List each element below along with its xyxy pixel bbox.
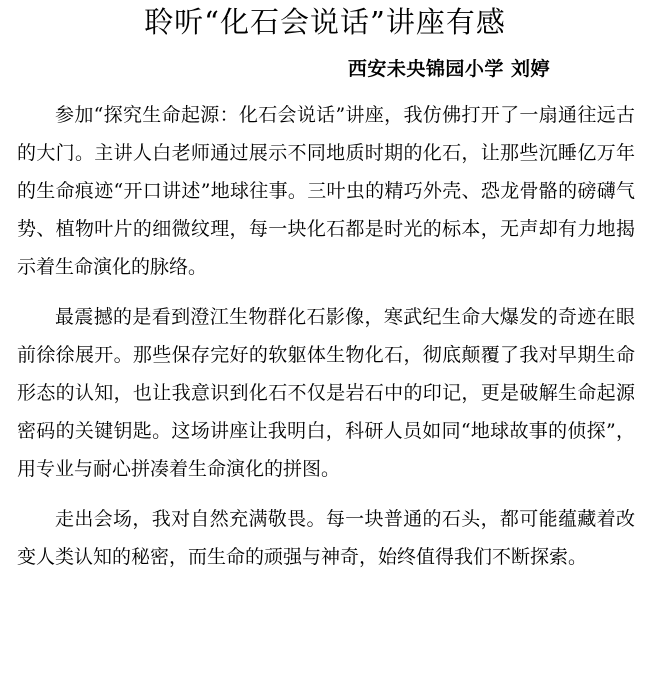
paragraph: 走出会场，我对自然充满敬畏。每一块普通的石头，都可能蕴藏着改变人类认知的秘密，而生命的顽强与神奇，始终值得我们不断探索。	[17, 508, 635, 568]
paragraph: 最震撼的是看到澄江生物群化石影像，寒武纪生命大爆发的奇迹在眼前徐徐展开。那些保存完好的软躯体生物化石，彻底颠覆了我对早期生命形态的认知，也让我意识到化石不仅是岩石中的印记，更是破解生命起源密码的关键钥匙。这场讲座让我明白，科研人员如同“地球故事的侦探”，用专业与耐心拼凑着生命演化的拼图。	[17, 306, 635, 480]
author-line: 西安未央锦园小学 刘婷	[347, 58, 550, 80]
paragraph: 参加“探究生命起源：化石会说话”讲座，我仿佛打开了一扇通往远古的大门。主讲人白老师通过展示不同地质时期的化石，让那些沉睡亿万年的生命痕迹“开口讲述”地球往事。三叶虫的精巧外壳、恐龙骨骼的磅礴气势、植物叶片的细微纹理，每一块化石都是时光的标本，无声却有力地揭示着生命演化的脉络。	[17, 104, 635, 278]
article-body	[17, 96, 635, 588]
document-title: 聆听“化石会说话”讲座有感	[144, 5, 506, 39]
